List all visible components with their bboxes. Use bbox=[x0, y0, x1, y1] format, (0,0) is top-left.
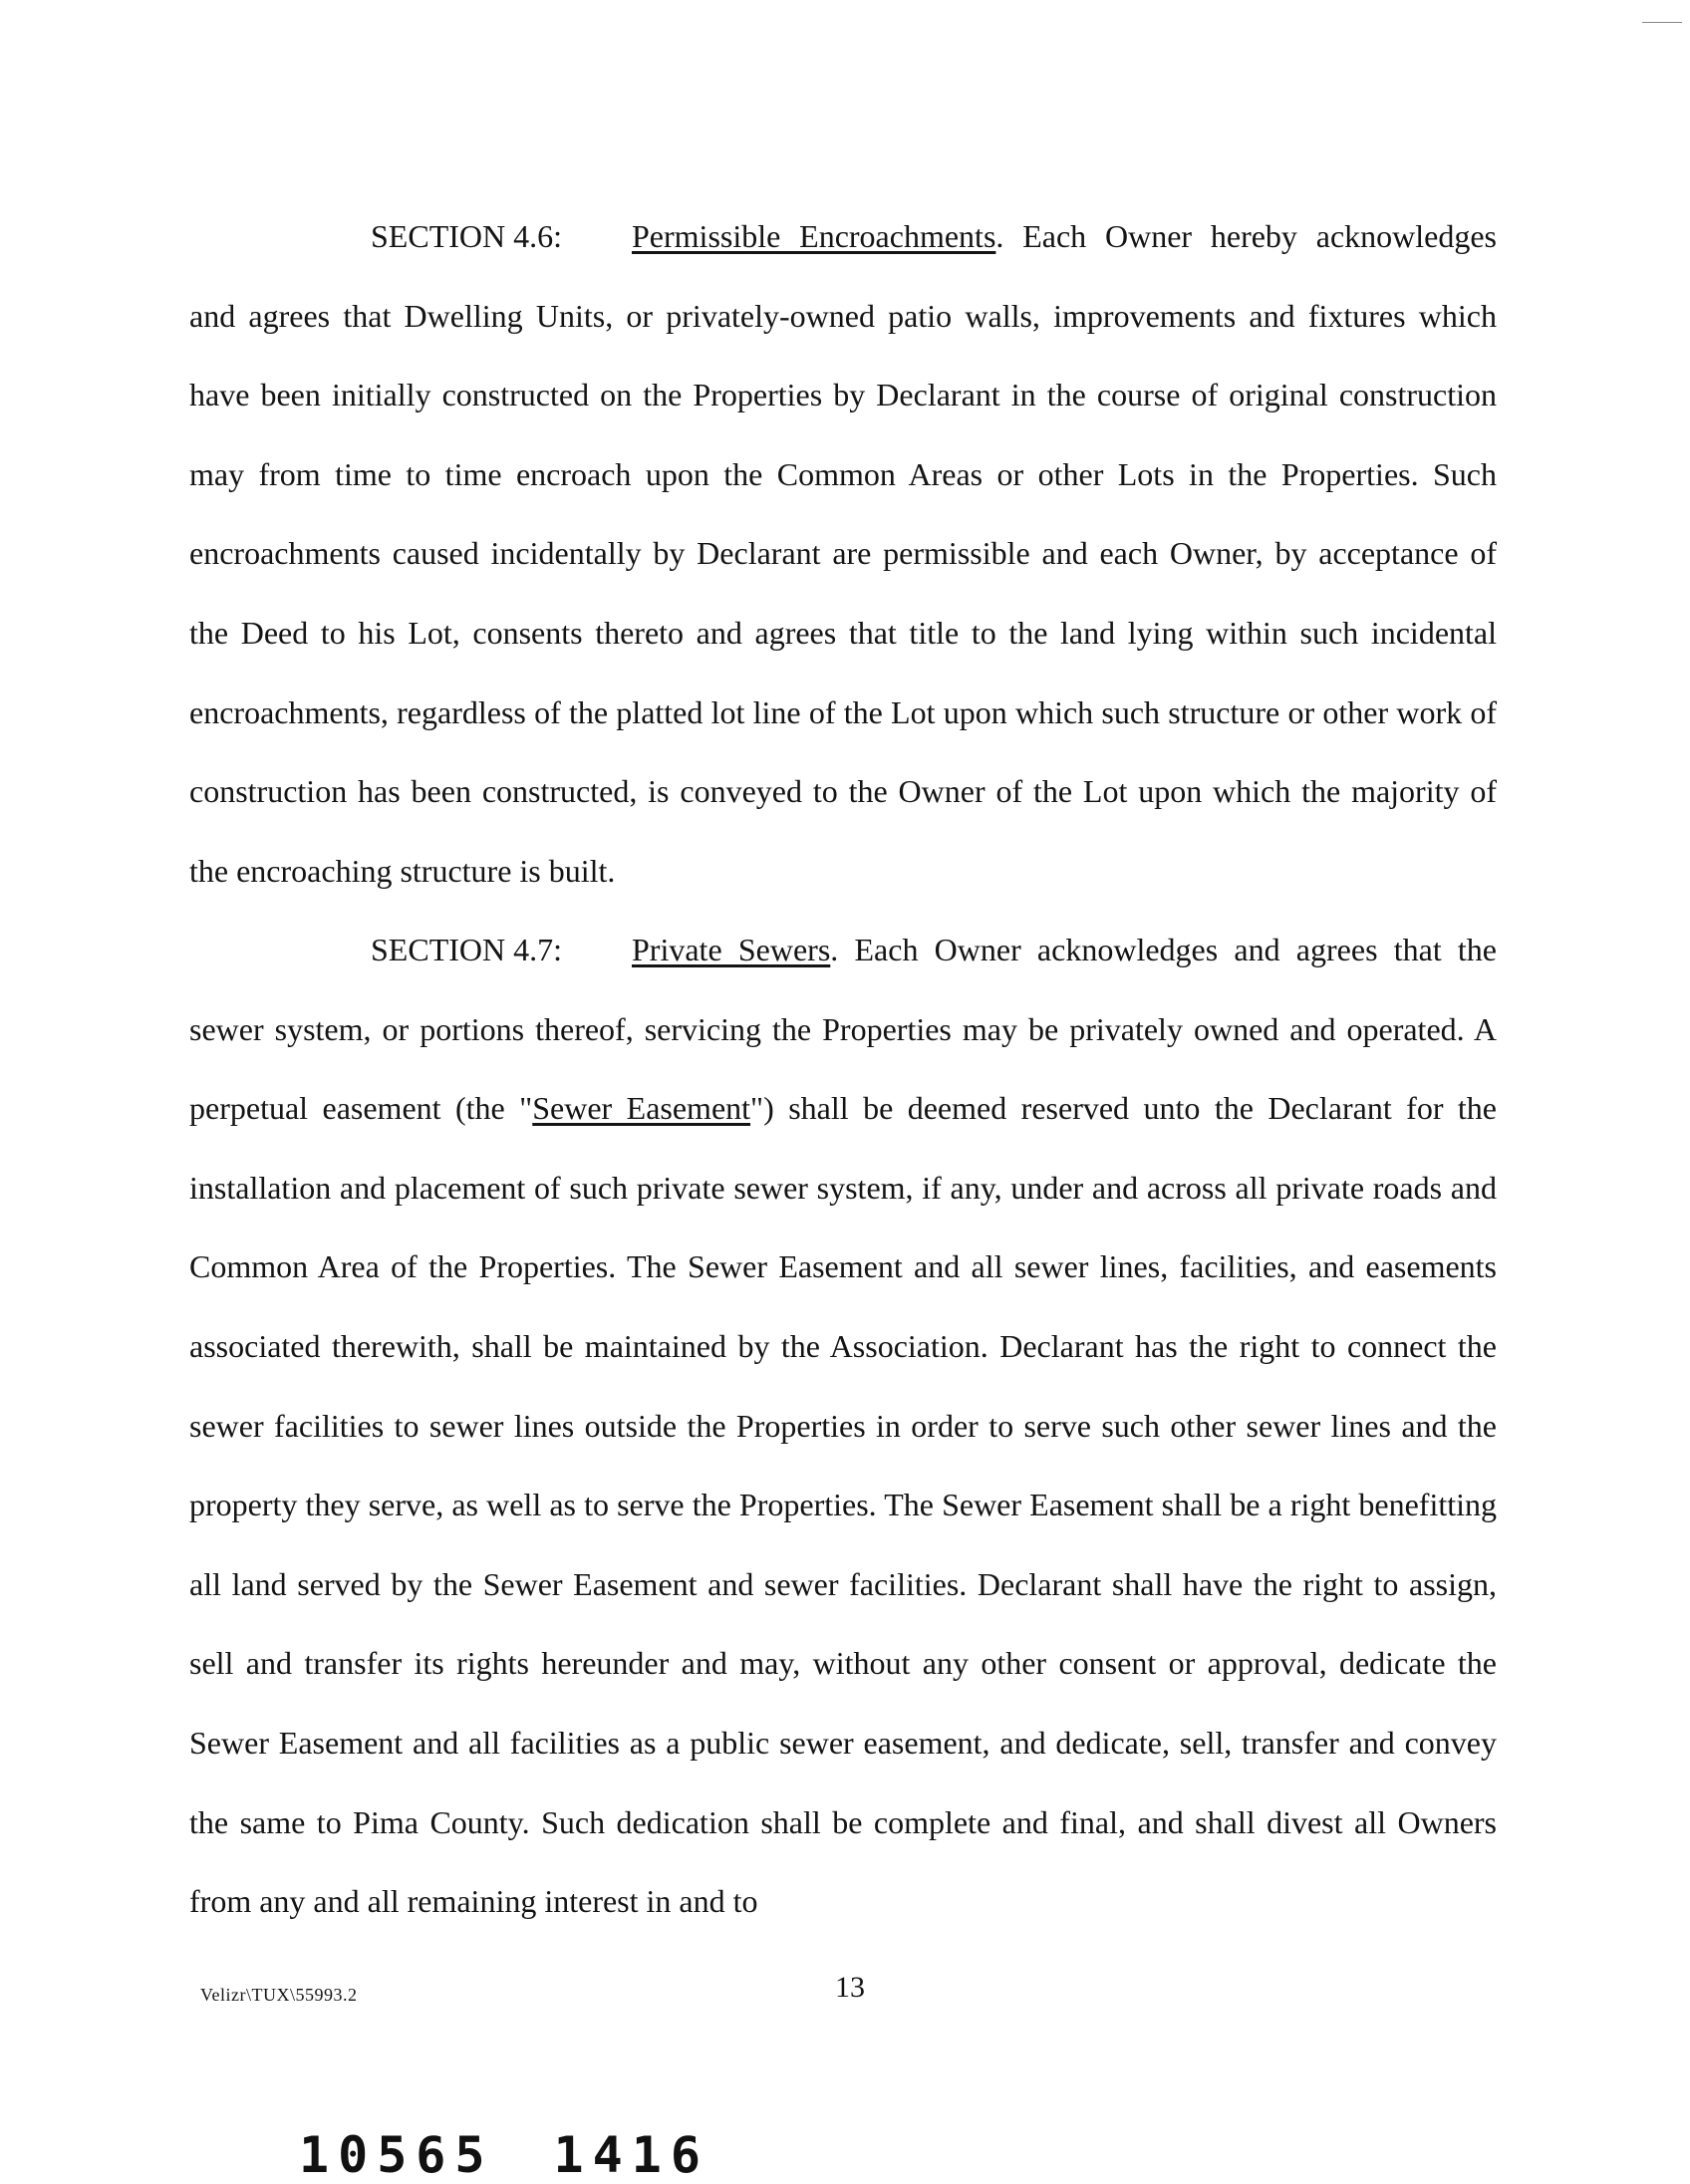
section-4-7-body-part1: . Each Owner acknowledges and agrees that the sewer system, or portions thereof, servicing the Properties may be privately owned and operated. A perpetual easement (the " bbox=[189, 932, 1498, 1127]
section-4-6-heading: Permissible Encroachments bbox=[632, 218, 996, 254]
section-4-7-heading: Private Sewers bbox=[632, 932, 831, 967]
sewer-easement-defined-term: Sewer Easement bbox=[532, 1090, 751, 1127]
recording-page-number: 1416 bbox=[553, 2126, 709, 2184]
section-4-7-paragraph bbox=[189, 911, 1497, 1942]
section-4-6-paragraph bbox=[189, 197, 1497, 911]
section-4-6-body: . Each Owner hereby acknowledges and agrees that Dwelling Units, or privately-owned patio walls, improvements and fixtures which have been initially constructed on the Properties by Declarant in the course of original construction may from time to time encroach upon the Common Areas or other Lots in the Properties. Such encroachments caused incidentally by Declarant are permissible and each Owner, by acceptance of the Deed to his Lot, consents thereto and agrees that title to the land lying within such incidental encroachments, regardless of the platted lot line of the Lot upon which such structure or other work of construction has been constructed, is conveyed to the Owner of the Lot upon which the majority of the encroaching structure is built. bbox=[189, 218, 1497, 889]
recording-docket-number: 10565 bbox=[299, 2126, 494, 2184]
footer-page-number: 13 bbox=[835, 1971, 865, 2004]
recording-stamp bbox=[299, 2126, 709, 2184]
scan-artifact bbox=[1642, 22, 1682, 23]
section-4-7-body-part2: ") shall be deemed reserved unto the Declarant for the installation and placement of such private sewer system, if any, under and across all private roads and Common Area of the Properties. The Sewer Easement and all sewer lines, facilities, and easements associated therewith, shall be maintained by the Association. Declarant has the right to connect the sewer facilities to sewer lines outside the Properties in order to serve such other sewer lines and the property they serve, as well as to serve the Properties. The Sewer Easement shall be a right benefitting all land served by the Sewer Easement and sewer facilities. Declarant shall have the right to assign, sell and transfer its rights hereunder and may, without any other consent or approval, dedicate the Sewer Easement and all facilities as a public sewer easement, and dedicate, sell, transfer and convey the same to Pima County. Such dedication shall be complete and final, and shall divest all Owners from any and all remaining interest in and to bbox=[189, 1090, 1498, 1920]
footer-document-reference: Velizr\TUX\55993.2 bbox=[200, 1985, 358, 2005]
section-4-6-label: SECTION 4.6: bbox=[371, 218, 562, 254]
section-4-7-label: SECTION 4.7: bbox=[371, 932, 562, 967]
